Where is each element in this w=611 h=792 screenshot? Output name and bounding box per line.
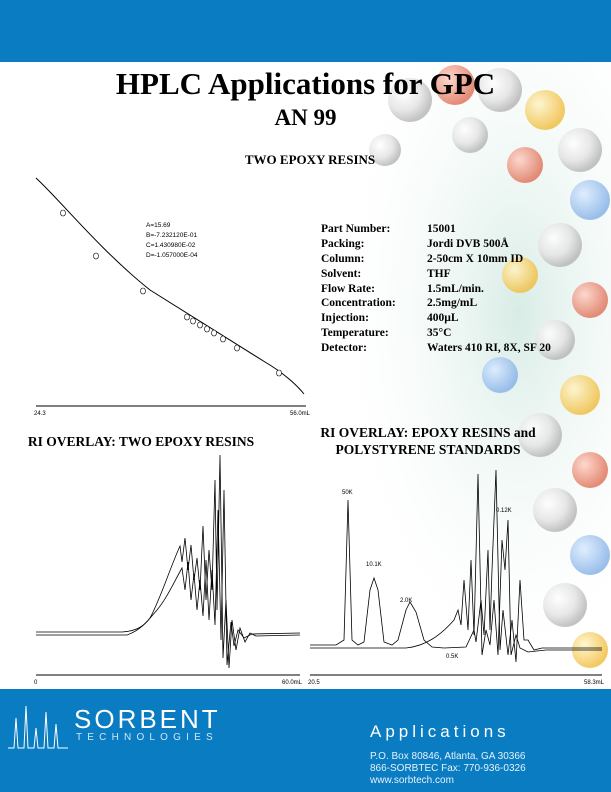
- calibration-curve: [36, 178, 304, 394]
- peak-label-0-12k: 0.12K: [496, 508, 512, 514]
- spec-row: Column: 2-50cm X 10mm ID: [321, 252, 524, 265]
- calibration-chart: [30, 170, 310, 420]
- applications-label: Applications: [370, 722, 510, 741]
- contact-web: www.sorbtech.com: [370, 775, 454, 786]
- spec-row: Flow Rate: 1.5mL/min.: [321, 282, 484, 295]
- coef-a: A=15.69: [146, 222, 171, 229]
- ri-overlay-heading: RI OVERLAY: TWO EPOXY RESINS: [27, 434, 255, 449]
- ri-overlay-chart: [32, 450, 304, 688]
- ri-ps-x-end: 58.3mL: [584, 680, 605, 686]
- peak-label-0-5k: 0.5K: [446, 654, 459, 660]
- sorbent-logo-icon: [6, 698, 70, 750]
- ri-x-start: 0: [34, 680, 38, 686]
- coef-b: B=-7.232120E-01: [146, 232, 198, 239]
- ri-ps-overlay-chart: [306, 450, 606, 688]
- calibration-x-start: 24.3: [34, 411, 46, 417]
- ri-ps-trace-resins: [310, 474, 602, 655]
- specifications: [321, 222, 551, 356]
- coef-d: D=-1.057000E-04: [146, 252, 198, 259]
- page-subtitle: AN 99: [274, 105, 337, 130]
- contact-info: [370, 751, 526, 787]
- peak-label-10k: 10.1K: [366, 562, 382, 568]
- ri-ps-trace-standards: [310, 470, 602, 662]
- page-title: HPLC Applications for GPC: [115, 66, 496, 101]
- spec-row: Detector: Waters 410 RI, 8X, SF 20: [321, 342, 551, 355]
- spec-row: Solvent: THF: [321, 267, 451, 280]
- company-tagline: TECHNOLOGIES: [76, 732, 218, 743]
- ri-ps-overlay-heading: RI OVERLAY: EPOXY RESINS and POLYSTYRENE STANDARDS: [320, 425, 536, 457]
- ri-trace-2: [36, 490, 300, 665]
- ri-ps-x-start: 20.5: [308, 680, 320, 686]
- spec-row: Injection: 400µL: [321, 312, 459, 325]
- spec-row: Packing: Jordi DVB 500Å: [321, 237, 509, 250]
- calibration-x-end: 56.0mL: [290, 411, 310, 417]
- spec-row: Concentration: 2.5mg/mL: [321, 297, 478, 310]
- company-name: SORBENT: [74, 704, 221, 734]
- ri-trace-1: [36, 455, 300, 668]
- spec-row: Temperature: 35°C: [321, 327, 452, 340]
- ri-x-end: 60.0mL: [282, 680, 303, 686]
- spec-row: Part Number: 15001: [321, 223, 456, 235]
- calibration-heading: TWO EPOXY RESINS: [244, 152, 376, 167]
- coef-c: C=1.430980E-02: [146, 242, 196, 249]
- contact-phone: 866-SORBTEC Fax: 770-936-0326: [370, 763, 526, 774]
- peak-label-50k: 50K: [342, 490, 353, 496]
- peak-label-2k: 2.0K: [400, 598, 413, 604]
- contact-address: P.O. Box 80846, Atlanta, GA 30366: [370, 751, 526, 762]
